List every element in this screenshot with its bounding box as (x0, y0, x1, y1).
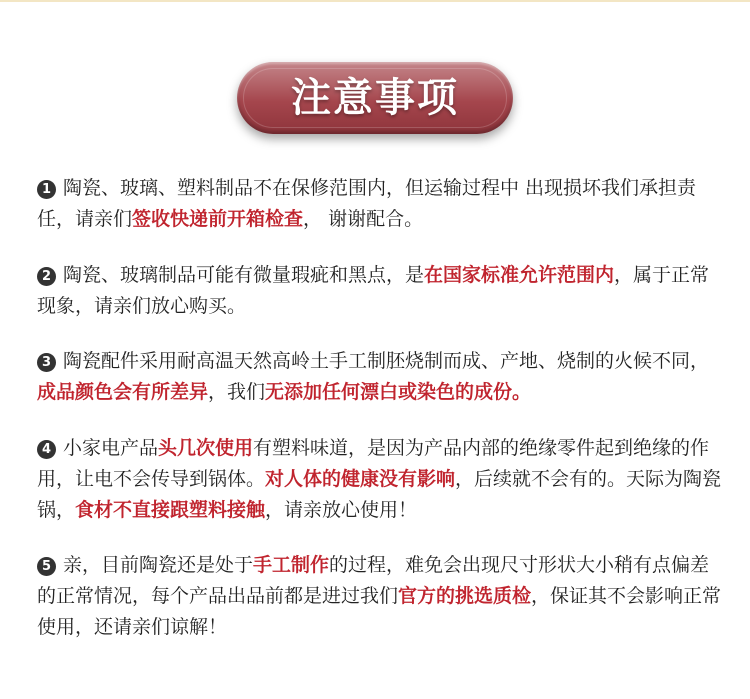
number-badge-5: 5 (37, 557, 56, 576)
note-3-highlight-b: 无添加任何漂白或染色的成份。 (265, 381, 532, 403)
note-4-highlight-b: 对人体的健康没有影响 (265, 468, 456, 490)
note-item-2 (37, 260, 727, 322)
note-2-text-a: 陶瓷、玻璃制品可能有微量瑕疵和黑点，是 (63, 264, 425, 286)
note-3-text-a: 陶瓷配件采用耐高温天然高岭土手工制胚烧制而成、产地、烧制的火候不同， (63, 350, 710, 372)
note-4-text-c: ，后续就不会有的。天际为陶瓷锅， (37, 468, 722, 521)
number-badge-1: 1 (37, 180, 56, 199)
note-4-text-d: ，请亲放心使用！ (265, 499, 418, 521)
note-1-text-b: ， 谢谢配合。 (303, 208, 424, 230)
note-3-text-b: ，我们 (208, 381, 266, 403)
note-5-text-c: ，保证其不会影响正常使用，还请亲们谅解！ (37, 585, 722, 638)
note-item-5 (37, 550, 727, 643)
top-divider (0, 0, 750, 2)
number-badge-2: 2 (37, 267, 56, 286)
note-5-text-b: 的过程，难免会出现尺寸形状大小稍有点偏差的正常情况，每个产品出品前都是进过我们 (37, 554, 710, 607)
note-5-text-a: 亲，目前陶瓷还是处于 (63, 554, 254, 576)
note-1-highlight-a: 签收快递前开箱检查 (132, 208, 304, 230)
note-2-text-b: ，属于正常现象，请亲们放心购买。 (37, 264, 710, 317)
note-3-highlight-a: 成品颜色会有所差异 (37, 381, 209, 403)
number-badge-3: 3 (37, 353, 56, 372)
note-1-text-a: 陶瓷、玻璃、塑料制品不在保修范围内，但运输过程中 出现损坏我们承担责任，请亲们 (37, 177, 697, 230)
note-5-highlight-a: 手工制作 (253, 554, 330, 576)
note-4-highlight-a: 头几次使用 (158, 437, 254, 459)
note-5-highlight-b: 官方的挑选质检 (398, 585, 532, 607)
page-title: 注意事项 (291, 75, 459, 121)
note-4-highlight-c: 食材不直接跟塑料接触 (75, 499, 266, 521)
number-badge-4: 4 (37, 440, 56, 459)
note-item-4 (37, 433, 727, 526)
note-4-text-a: 小家电产品 (63, 437, 159, 459)
note-2-highlight-a: 在国家标准允许范围内 (424, 264, 615, 286)
note-4-text-b: 有塑料味道，是因为产品内部的绝缘零件起到绝缘的作用，让电不会传导到锅体。 (37, 437, 710, 490)
note-item-1 (37, 173, 727, 235)
title-banner (237, 62, 513, 134)
note-item-3 (37, 346, 727, 408)
